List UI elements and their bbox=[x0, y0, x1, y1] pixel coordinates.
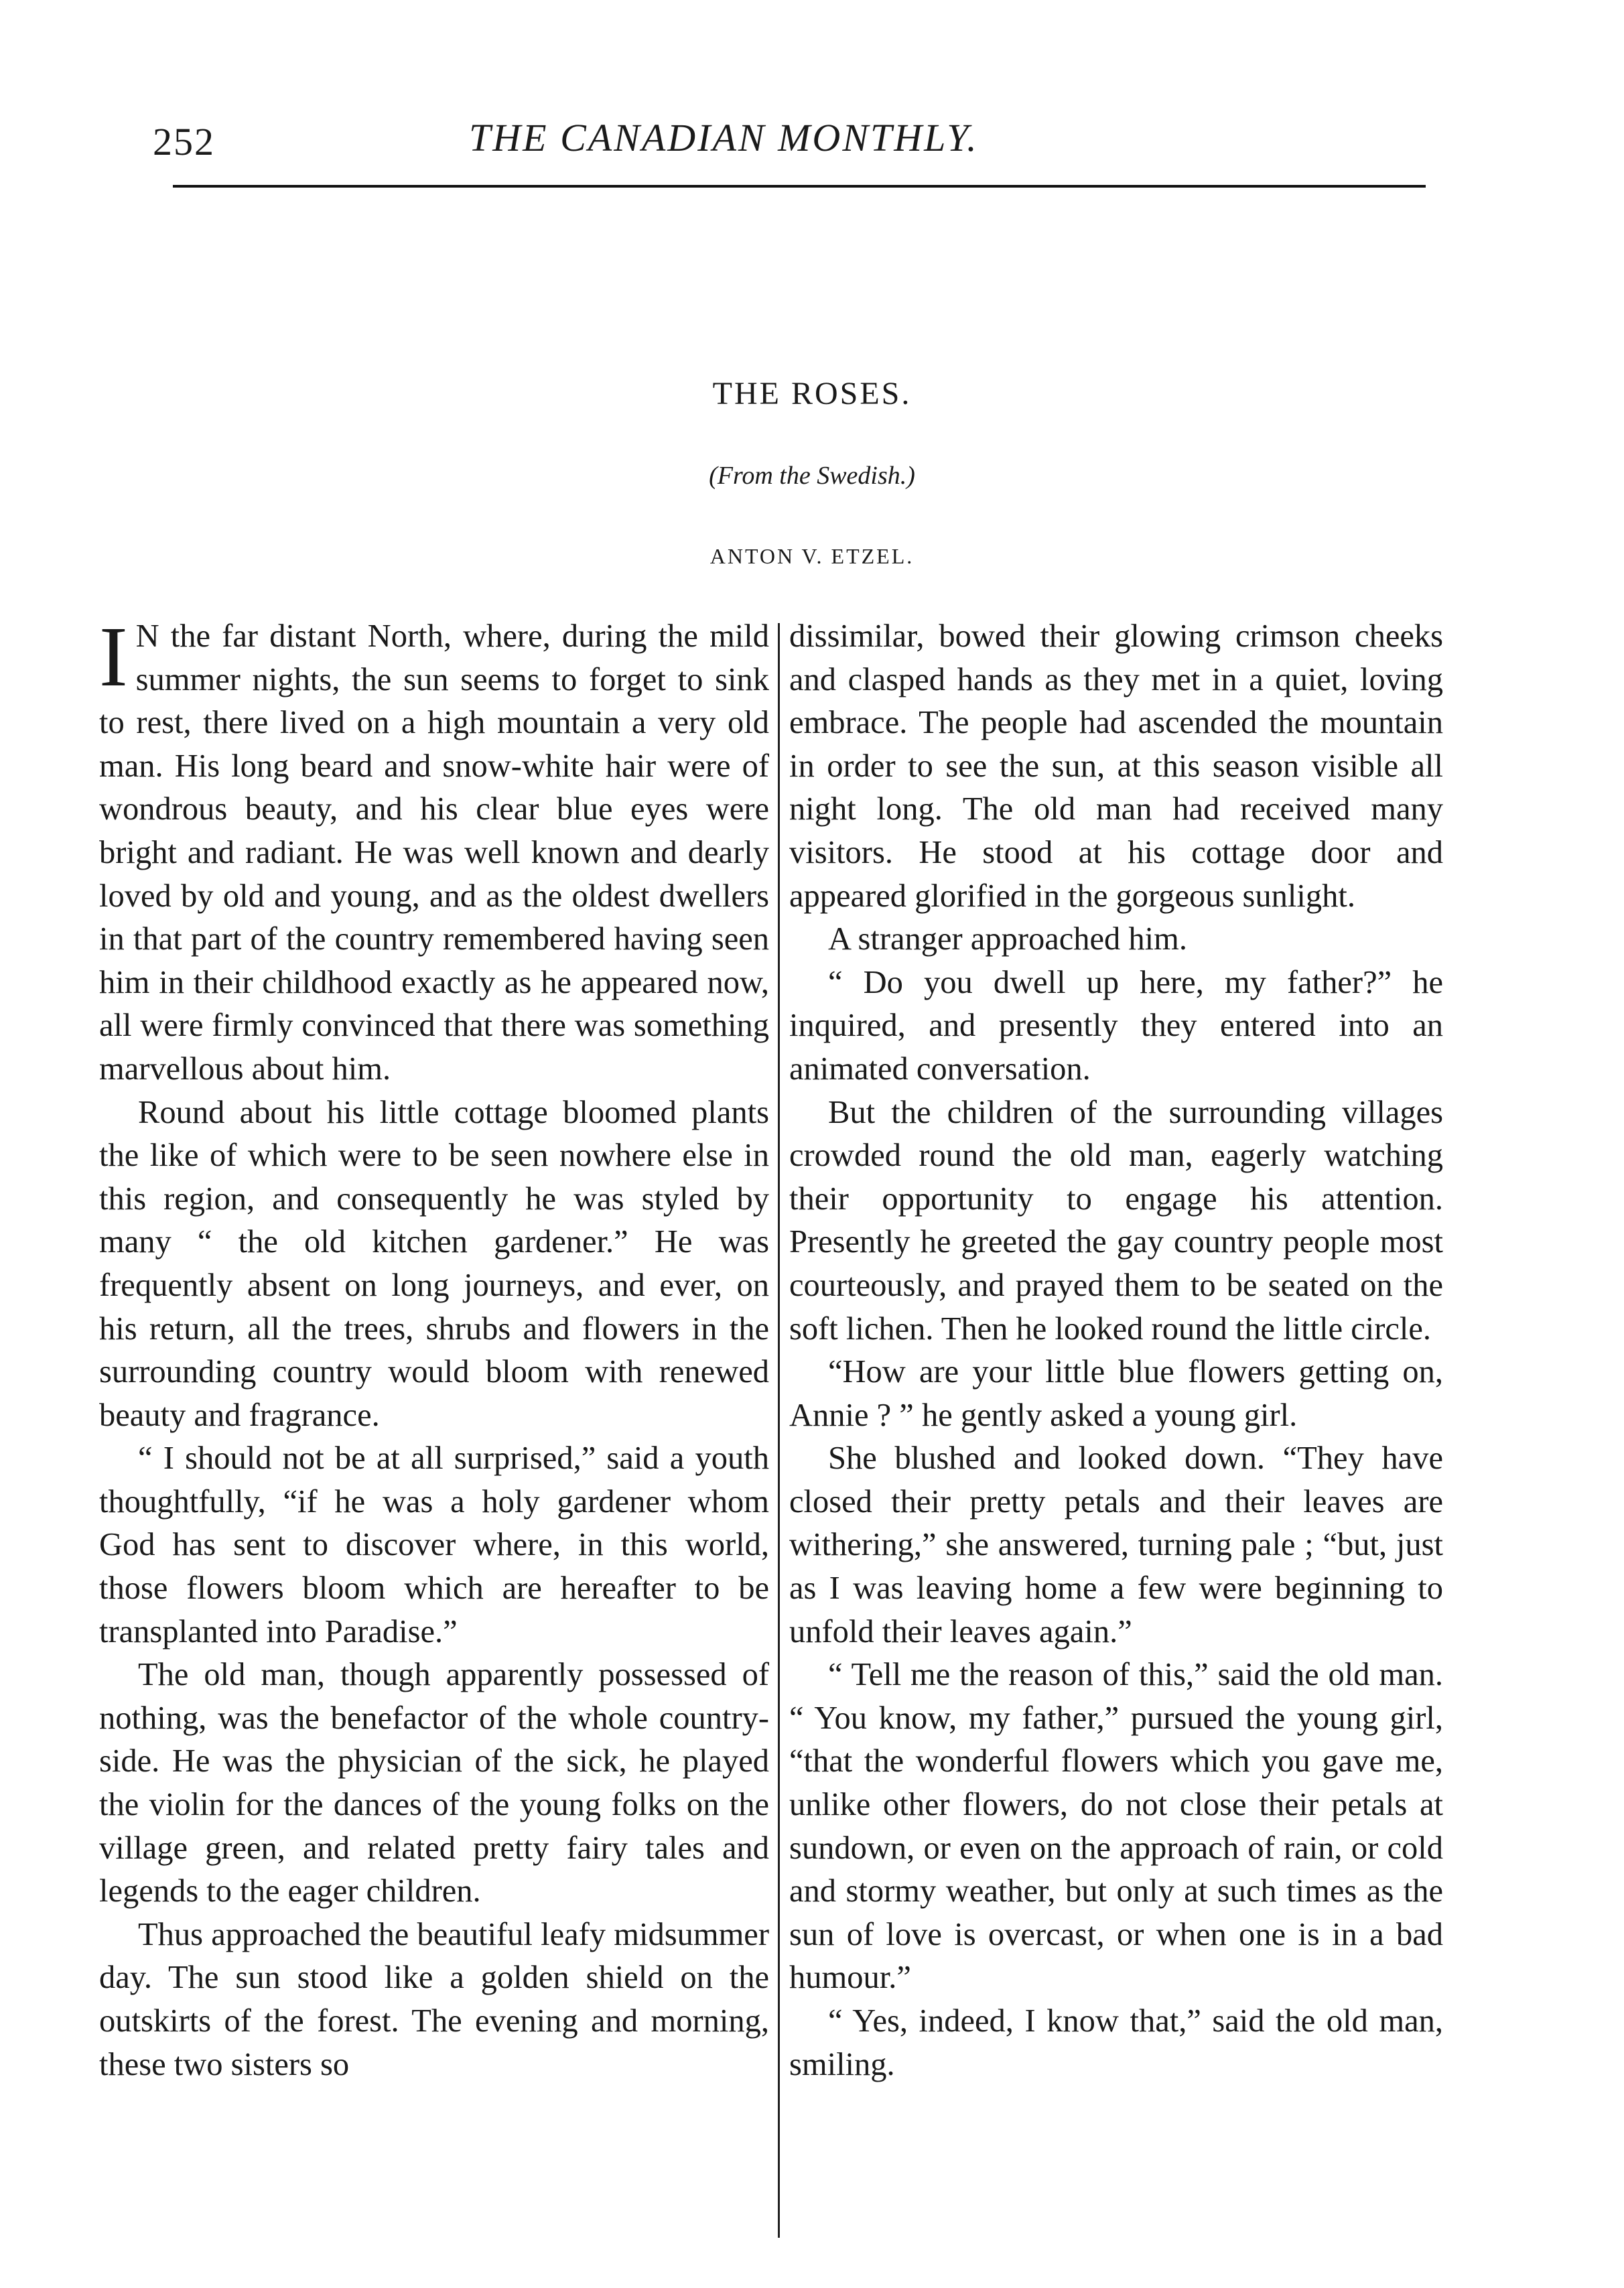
paragraph: But the children of the surrounding villages crowded round the old man, eagerly watching their opportunity to engage his attention. Presently he greeted the gay country people most courteously, and prayed them to be seated on the soft lichen. Then he looked round the little circle. bbox=[789, 1094, 1443, 1347]
paragraph: “ Yes, indeed, I know that,” said the old man, smiling. bbox=[789, 2003, 1443, 2082]
article-title: THE ROSES. bbox=[712, 376, 912, 411]
running-title: THE CANADIAN MONTHLY. bbox=[469, 116, 979, 159]
paragraph: The old man, though apparently possessed of nothing, was the benefactor of the whole country-side. He was the physician of the sick, he played the violin for the dances of the young folks on the village green, and related pretty fairy tales and legends to the eager children. bbox=[99, 1657, 769, 1909]
paragraph: “ Tell me the reason of this,” said the old man. “ You know, my father,” pursued the young girl, “that the wonderful flowers which you gave me, unlike other flowers, do not close their petals at sundown, or even on the approach of rain, or cold and stormy weather, but only at such times as the sun of love is overcast, or when one is in a bad humour.” bbox=[789, 1657, 1443, 1996]
article-author: ANTON V. ETZEL. bbox=[709, 544, 915, 568]
page-number: 252 bbox=[153, 120, 215, 163]
drop-cap: I bbox=[99, 609, 128, 704]
paragraph: Thus approached the beautiful leafy midsummer day. The sun stood like a golden shield on the outskirts of the forest. The evening and morning, these two sisters so bbox=[99, 1916, 769, 2082]
left-column bbox=[99, 609, 769, 2086]
paragraph: She blushed and looked down. “They have closed their pretty petals and their leaves are withering,” she answered, turning pale ; “but, just as I was leaving home a few were beginning to unfold their leaves again.” bbox=[789, 1440, 1443, 1650]
paragraph-text: N the far distant North, where, during the mild summer nights, the sun seems to forget to sink to rest, there lived on a high mountain a very old man. His long beard and snow-white hair were of wondrous beauty, and his clear blue eyes were bright and radiant. He was well known and dearly loved by old and young, and as the oldest dwellers in that part of the country remembered having seen him in their childhood exactly as he appeared now, all were firmly convinced that there was something marvellous about him. bbox=[99, 618, 769, 1087]
paragraph: “ I should not be at all surprised,” said a youth thoughtfully, “if he was a holy gardener whom God has sent to discover where, in this world, those flowers bloom which are hereafter to be transplanted into Paradise.” bbox=[99, 1440, 769, 1650]
paragraph: A stranger approached him. bbox=[828, 921, 1188, 957]
paragraph: “How are your little blue flowers getting on, Annie ? ” he gently asked a young girl. bbox=[789, 1354, 1443, 1433]
right-column bbox=[789, 615, 1443, 2086]
article-subtitle: (From the Swedish.) bbox=[709, 462, 915, 490]
paragraph bbox=[99, 609, 769, 1091]
paragraph: dissimilar, bowed their glowing crimson cheeks and clasped hands as they met in a quiet, loving embrace. The people had ascended the mountain in order to see the sun, at this season visible all night long. The old man had received many visitors. He stood at his cottage door and appeared glorified in the gorgeous sunlight. bbox=[789, 618, 1443, 914]
column-divider bbox=[778, 623, 780, 2238]
paragraph: “ Do you dwell up here, my father?” he inquired, and presently they entered into an animated conversation. bbox=[789, 964, 1443, 1087]
paragraph: Round about his little cottage bloomed plants the like of which were to be seen nowhere else in this region, and consequently he was styled by many “ the old kitchen gardener.” He was frequently absent on long journeys, and ever, on his return, all the trees, shrubs and flowers in the surrounding country would bloom with renewed beauty and fragrance. bbox=[99, 1094, 769, 1433]
header-rule bbox=[173, 185, 1426, 188]
